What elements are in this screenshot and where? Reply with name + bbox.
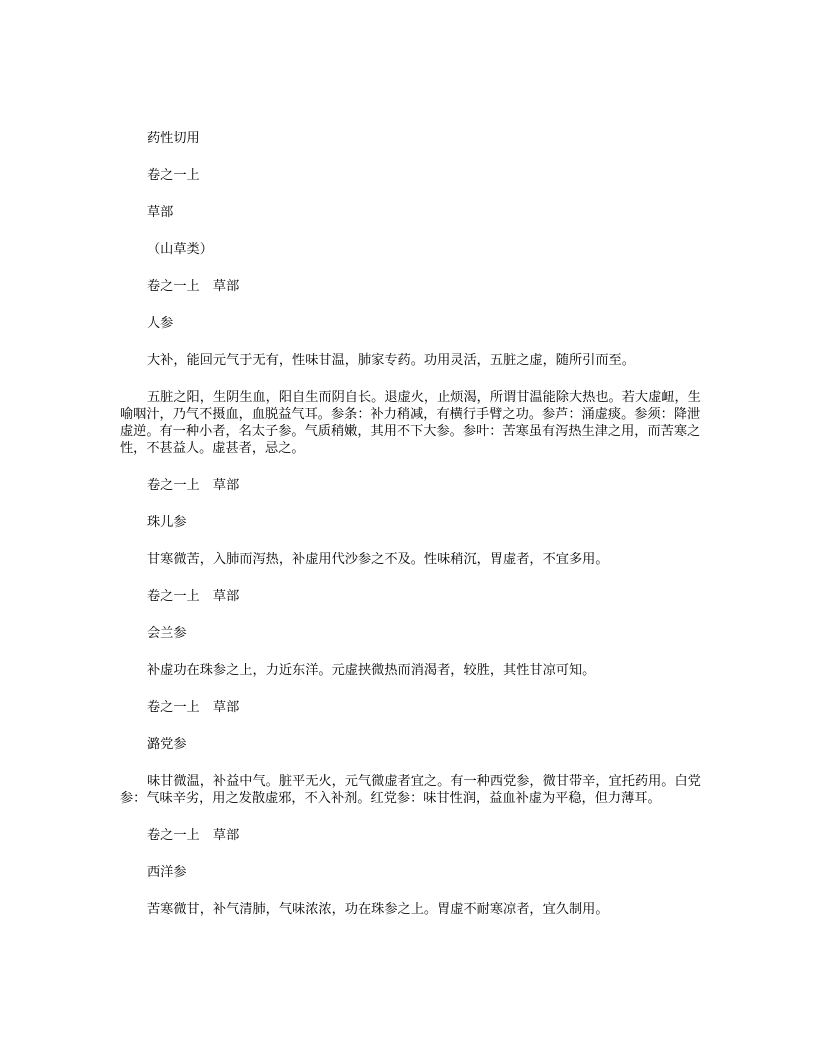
book-title: 药性切用 (147, 131, 200, 146)
entry-title: 珠儿参 (147, 515, 187, 530)
entry-title: 会兰参 (147, 626, 187, 641)
entry-text: 味甘微温，补益中气。脏平无火，元气微虚者宜之。有一种西党参，微甘带辛，宜托药用。白党参：气味辛劣，用之发散虚邪，不入补剂。红党参：味甘性润，益血补虚为平稳，但力薄耳。 (120, 774, 701, 806)
entry-text: 五脏之阳，生阴生血，阳自生而阴自长。退虚火，止烦渴，所谓甘温能除大热也。若大虚衄，生喻咽汁，乃气不摄血，血脱益气耳。参条：补力稍减，有横行手臂之功。参芦：涌虚痰。参须：降泄虚逆。有一种小者，名太子参。气质稍嫩，其用不下大参。参叶：苦寒虽有泻热生津之用，而苦寒之性，不甚益人。虚甚者，忌之。 (120, 390, 701, 456)
volume-section-heading: 卷之一上 草部 (147, 478, 240, 493)
entry-title: 西洋参 (147, 865, 187, 880)
document-body (120, 130, 708, 918)
volume-section-heading: 卷之一上 草部 (147, 828, 240, 843)
volume-section-heading: 卷之一上 草部 (147, 589, 240, 604)
volume-section-heading: 卷之一上 草部 (147, 279, 240, 294)
entry-text: 大补，能回元气于无有，性味甘温，肺家专药。功用灵活，五脏之虚，随所引而至。 (147, 353, 635, 368)
entry-title: 潞党参 (147, 737, 187, 752)
entry-text: 补虚功在珠参之上，力近东洋。元虚挟微热而消渴者，较胜，其性甘凉可知。 (147, 663, 596, 678)
entry-text: 甘寒微苦，入肺而泻热，补虚用代沙参之不及。性味稍沉，胃虚者，不宜多用。 (147, 552, 609, 567)
section-heading: 草部 (147, 205, 174, 220)
volume-section-heading: 卷之一上 草部 (147, 700, 240, 715)
entry-text: 苦寒微甘，补气清肺，气味浓浓，功在珠参之上。胃虚不耐寒凉者，宜久制用。 (147, 902, 609, 917)
category-heading: （山草类） (147, 242, 213, 257)
entry-title: 人参 (147, 316, 174, 331)
volume-heading: 卷之一上 (147, 168, 200, 183)
